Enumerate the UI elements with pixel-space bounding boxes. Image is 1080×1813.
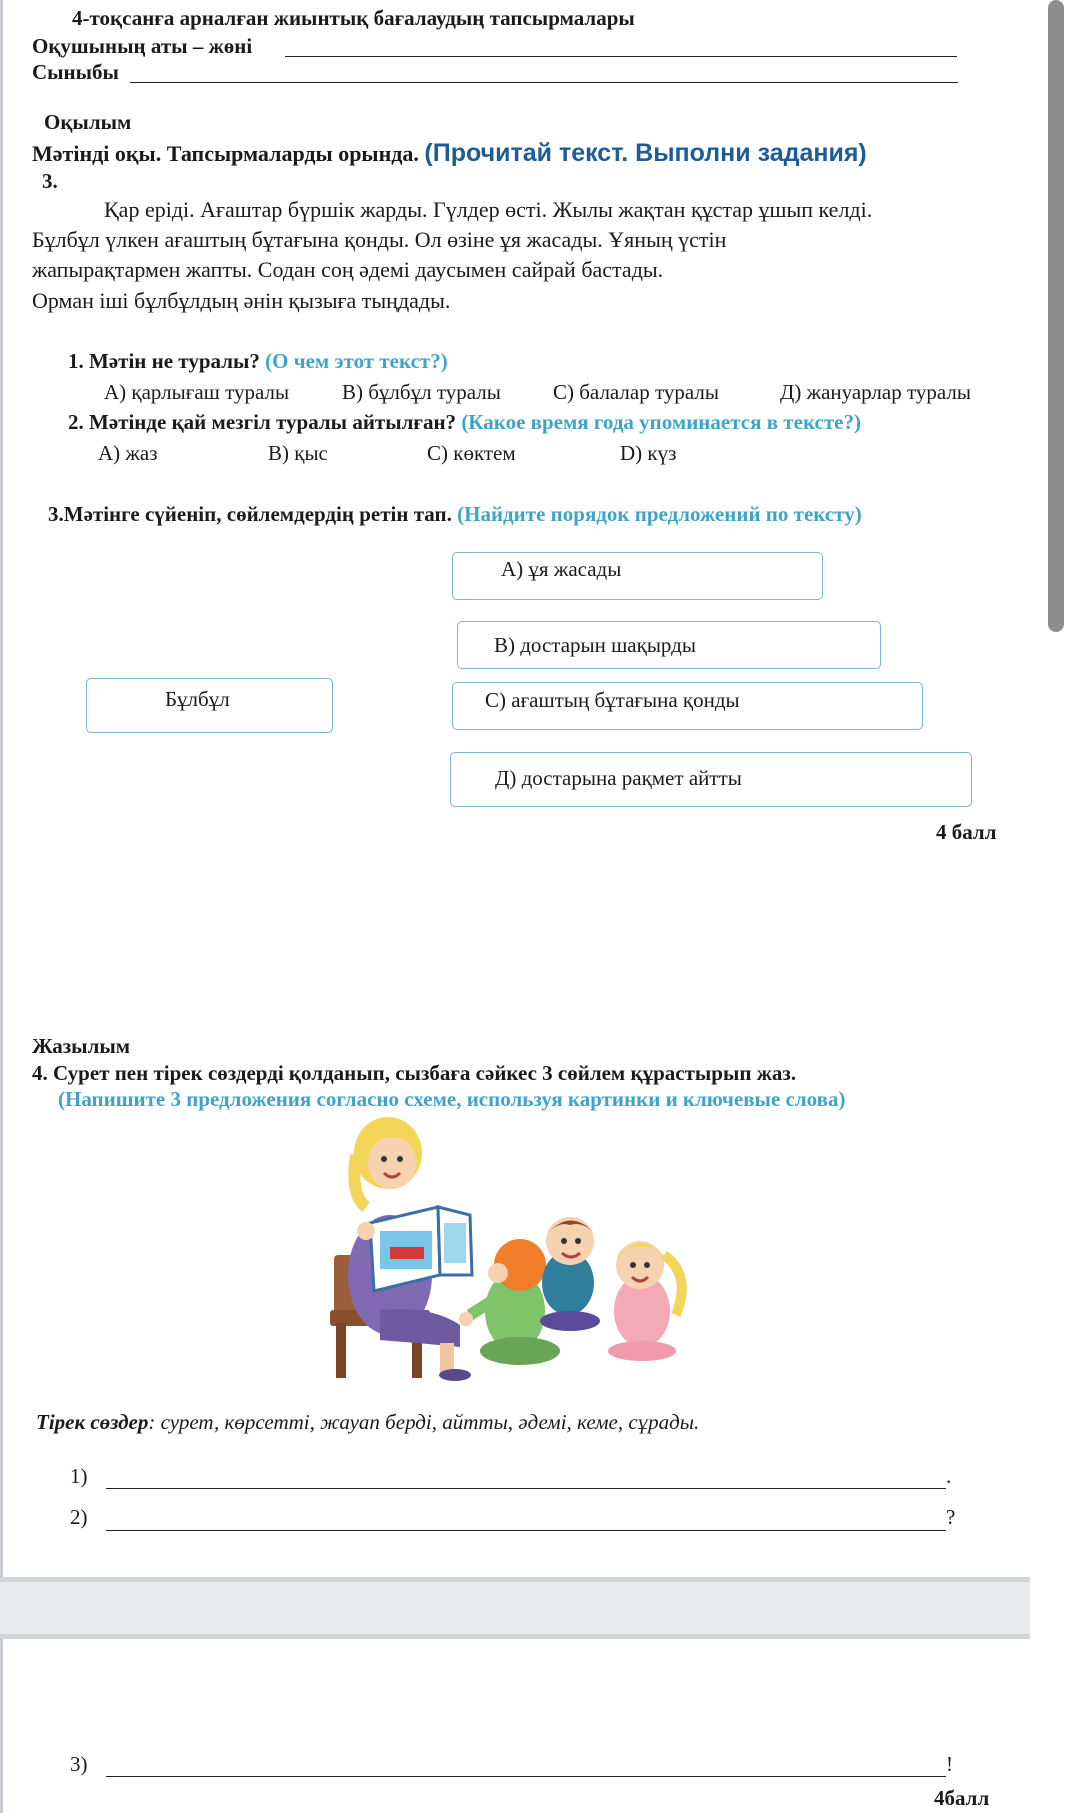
keywords-line (36, 1410, 699, 1435)
q1-option-a[interactable]: А) қарлығаш туралы (104, 380, 290, 404)
q3-option-box-c[interactable] (452, 682, 923, 730)
class-line[interactable] (130, 82, 958, 83)
question-2 (68, 410, 861, 435)
reading-instruction-ru: (Прочитай текст. Выполни задания) (424, 139, 867, 167)
q2-option-a[interactable]: А) жаз (98, 441, 158, 465)
question-2-kz: 2. Мәтінде қай мезгіл туралы айтылған? (68, 410, 457, 434)
student-name-line[interactable] (285, 56, 957, 57)
reading-text-line-2: Бұлбұл үлкен ағаштың бұтағына қонды. Ол өзіне ұя жасады. Ұяның үстін (32, 227, 727, 252)
q3-subject: Бұлбұл (165, 687, 230, 711)
question-1 (68, 349, 448, 374)
writing-line-2[interactable] (106, 1530, 946, 1531)
q3-option-a: А) ұя жасады (501, 557, 622, 581)
q3-subject-box (86, 678, 333, 733)
page-top-border (0, 1634, 1030, 1639)
reading-text-line-3: жапырақтармен жапты. Содан соң әдемі даусымен сайрай бастады. (32, 257, 664, 282)
writing-line-2-number: 2) (70, 1505, 88, 1529)
scrollbar-thumb[interactable] (1048, 0, 1064, 632)
reading-section-title: Оқылым (44, 110, 132, 134)
q2-option-c[interactable]: С) көктем (427, 441, 516, 465)
writing-line-2-end: ? (946, 1505, 956, 1529)
class-label: Сыныбы (32, 60, 119, 84)
writing-line-1[interactable] (106, 1488, 946, 1489)
teacher-reading-illustration (320, 1115, 705, 1390)
page-left-edge (0, 0, 3, 1813)
student-name-label: Оқушының аты – жөні (32, 34, 253, 58)
q3-option-box-d[interactable] (450, 752, 972, 807)
reading-number: 3. (42, 169, 58, 193)
reading-text-line-1: Қар еріді. Ағаштар бүршік жарды. Гүлдер өсті. Жылы жақтан құстар ұшып келді. (104, 197, 873, 222)
question-3 (48, 502, 862, 527)
q3-option-box-a[interactable] (452, 552, 823, 600)
reading-text-line-4: Орман іші бұлбұлдың әнін қызыға тыңдады. (32, 288, 451, 313)
q3-option-c: С) ағаштың бұтағына қонды (485, 688, 740, 712)
q2-option-d[interactable]: D) күз (620, 441, 677, 465)
q3-option-d: Д) достарына рақмет айтты (495, 766, 742, 790)
writing-line-1-end: . (946, 1464, 952, 1488)
q3-option-box-b[interactable] (457, 621, 881, 669)
writing-points: 4балл (934, 1786, 990, 1810)
question-3-kz: 3.Мәтінге сүйеніп, сөйлемдердің ретін тап. (48, 502, 452, 526)
question-3-ru: (Найдите порядок предложений по тексту) (457, 502, 862, 526)
writing-section-title: Жазылым (32, 1034, 131, 1058)
writing-line-3-number: 3) (70, 1752, 88, 1776)
writing-line-1-number: 1) (70, 1464, 88, 1488)
writing-task-kz: 4. Сурет пен тірек сөздерді қолданып, сызбаға сәйкес 3 сөйлем құрастырып жаз. (32, 1061, 797, 1085)
writing-line-3[interactable] (106, 1776, 946, 1777)
keywords-list: : сурет, көрсетті, жауап берді, айтты, әдемі, кеме, сұрады. (148, 1410, 700, 1434)
q1-option-d[interactable]: Д) жануарлар туралы (780, 380, 971, 404)
writing-line-3-end: ! (946, 1752, 953, 1776)
q3-option-b: В) достарын шақырды (494, 633, 696, 657)
q1-option-b[interactable]: В) бұлбұл туралы (342, 380, 501, 404)
keywords-label: Тірек сөздер (36, 1410, 149, 1434)
question-1-ru: (О чем этот текст?) (265, 349, 448, 373)
question-1-kz: 1. Мәтін не туралы? (68, 349, 260, 373)
q3-points: 4 балл (936, 820, 997, 844)
q2-option-b[interactable]: В) қыс (268, 441, 328, 465)
writing-task-ru: (Напишите 3 предложения согласно схеме, используя картинки и ключевые слова) (58, 1087, 846, 1111)
question-2-ru: (Какое время года упоминается в тексте?) (461, 410, 861, 434)
q1-option-c[interactable]: С) балалар туралы (553, 380, 719, 404)
reading-instruction (32, 139, 867, 168)
worksheet-title: 4-тоқсанға арналған жиынтық бағалаудың тапсырмалары (72, 6, 635, 30)
reading-instruction-kz: Мәтінді оқы. Тапсырмаларды орында. (32, 141, 419, 166)
page-gap (0, 1582, 1030, 1634)
